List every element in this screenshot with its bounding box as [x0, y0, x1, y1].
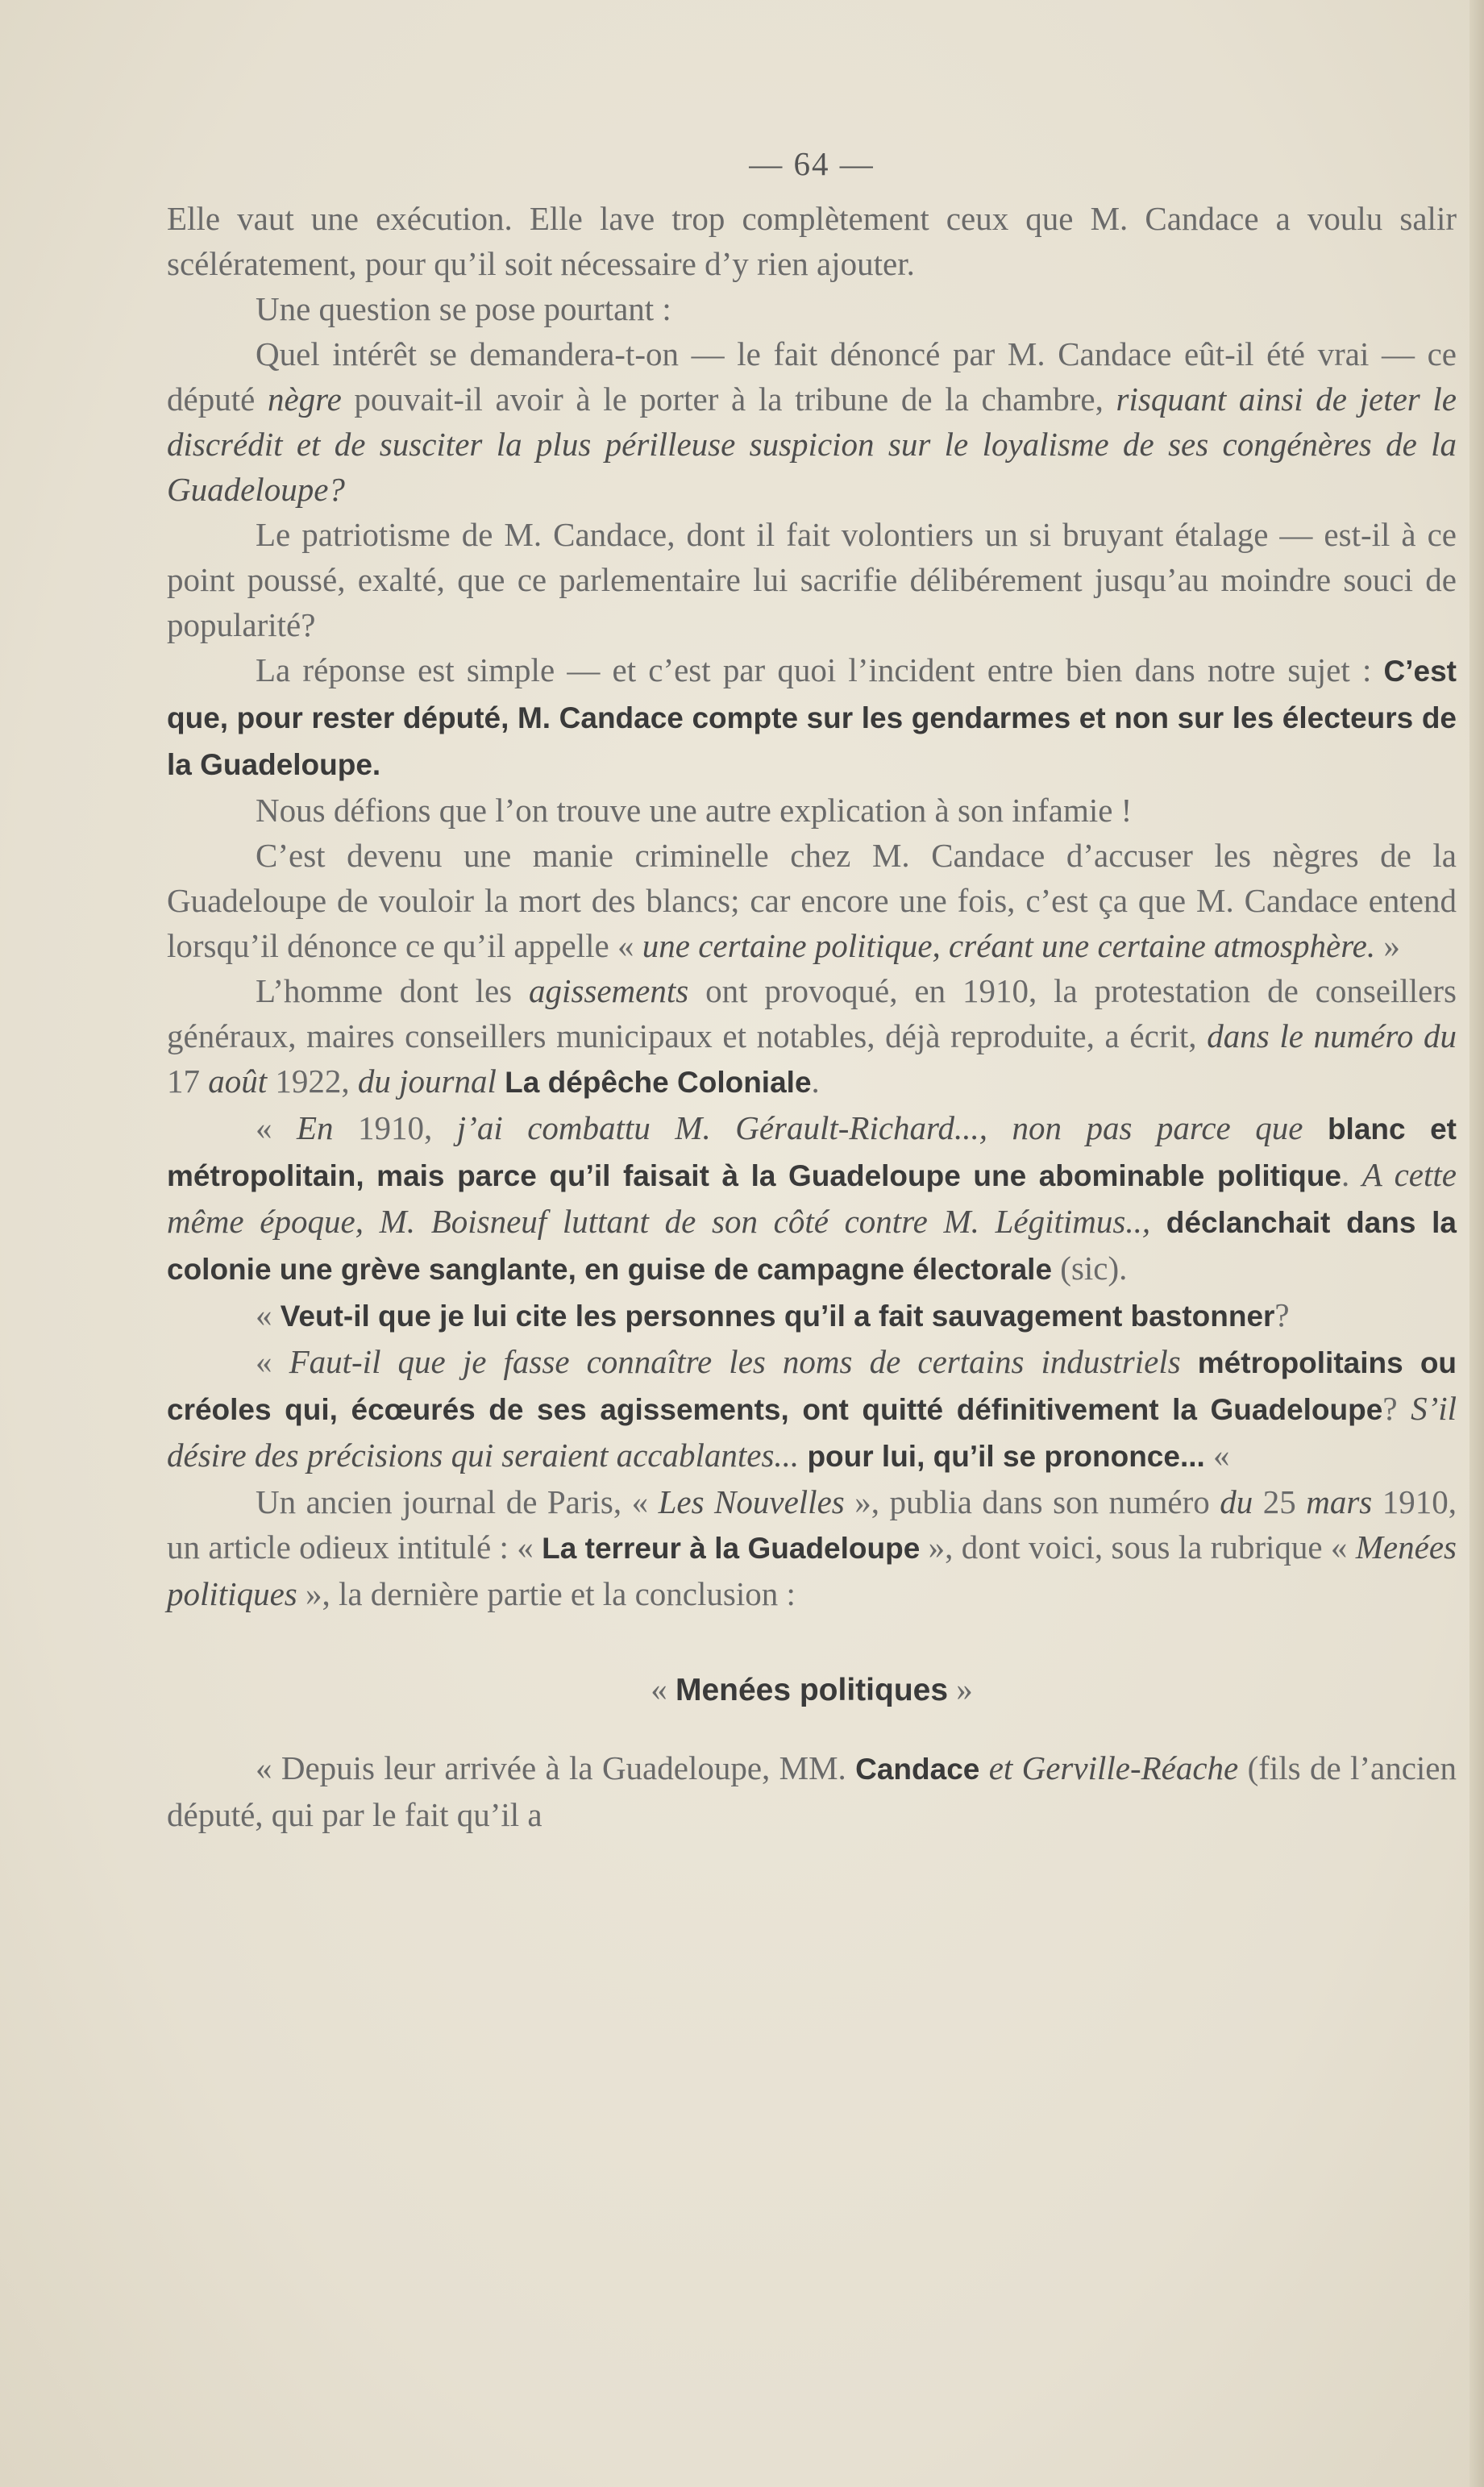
text-run: ?	[1274, 1296, 1290, 1333]
italic-text-run: Menées politiques	[167, 1528, 1457, 1612]
italic-text-run: mars	[1306, 1483, 1373, 1520]
text-run: 25	[1253, 1483, 1307, 1520]
paragraph	[167, 1479, 1457, 1616]
text-run: 1910, un article odieux intitulé : «	[167, 1483, 1457, 1566]
italic-text-run: j’ai combattu M. Gérault-Richard..., non pas parce que	[456, 1109, 1303, 1146]
italic-text-run: du	[1220, 1483, 1253, 1520]
paragraph	[167, 196, 1457, 286]
italic-text-run: Les Nouvelles	[658, 1483, 845, 1520]
bold-text-run: Veut-il que je lui cite les personnes qu’il a fait sauvagement bastonner	[280, 1300, 1275, 1333]
text-run	[979, 1749, 988, 1786]
text-run: », dont voici, sous la rubrique «	[920, 1528, 1356, 1566]
text-block	[167, 141, 1457, 1837]
text-run: .	[811, 1063, 820, 1100]
closing-paragraph-container	[167, 1745, 1457, 1837]
bold-text-run: C’est que, pour rester député, M. Candace compte sur les gendarmes et non sur les électeurs de la Guadeloupe.	[167, 655, 1457, 781]
bold-text-run: déclanchait dans la colonie une grève sanglante, en guise de campagne électorale	[167, 1206, 1457, 1286]
bold-text-run: La terreur à la Guadeloupe	[542, 1532, 921, 1565]
body-paragraphs	[167, 196, 1457, 1616]
text-run: L’homme dont les	[256, 972, 530, 1009]
italic-text-run: nègre	[267, 381, 342, 418]
italic-text-run: et Gerville-Réache	[988, 1749, 1239, 1786]
section-title-text: Menées politiques	[675, 1673, 949, 1707]
text-run: pouvait-il avoir à le porter à la tribune de la chambre,	[341, 381, 1116, 418]
text-run: », la dernière partie et la conclusion :	[297, 1575, 796, 1612]
bold-text-run: La dépêche Coloniale	[505, 1066, 812, 1099]
italic-text-run: S’il désire des précisions qui seraient accablantes...	[167, 1390, 1457, 1474]
italic-text-run: En	[297, 1109, 334, 1146]
text-run: 1910,	[333, 1109, 457, 1146]
text-run: «	[1204, 1437, 1230, 1474]
bold-text-run: pour lui, qu’il se prononce...	[807, 1440, 1205, 1473]
paragraph	[167, 1339, 1457, 1479]
text-run: «	[256, 1343, 289, 1380]
text-run	[1181, 1343, 1198, 1380]
paragraph	[167, 1105, 1457, 1292]
text-run: Une question se pose pourtant :	[256, 290, 671, 327]
text-run	[799, 1437, 807, 1474]
bold-text-run: blanc et métropolitain, mais parce qu’il faisait à la Guadeloupe une abominable politique	[167, 1112, 1457, 1192]
text-run: «	[256, 1109, 297, 1146]
text-run	[1303, 1109, 1328, 1146]
paragraph	[167, 286, 1457, 331]
text-run: (sic).	[1052, 1250, 1128, 1287]
text-run: .	[1341, 1156, 1362, 1193]
italic-text-run: risquant ainsi de jeter le discrédit et de susciter la plus périlleuse suspicion sur le loyalisme de ses congénères de la Guadeloupe?	[167, 381, 1457, 508]
text-run: 1922,	[267, 1063, 358, 1100]
text-run: 17	[167, 1063, 209, 1100]
italic-text-run: Faut-il que je fasse connaître les noms de certains industriels	[289, 1343, 1181, 1380]
closing-paragraph	[167, 1745, 1457, 1837]
text-run: ont provoqué, en 1910, la protestation de conseillers généraux, maires conseillers municipaux et notables, déjà reproduite, a écrit,	[167, 972, 1457, 1054]
italic-text-run: du journal	[357, 1063, 497, 1100]
text-run: La réponse est simple — et c’est par quoi l’incident entre bien dans notre sujet :	[256, 651, 1384, 688]
text-run	[497, 1063, 505, 1100]
text-run: « Depuis leur arrivée à la Guadeloupe, MM.	[256, 1749, 856, 1786]
page-edge	[1469, 0, 1484, 2487]
paragraph	[167, 968, 1457, 1105]
text-run: », publia dans son numéro	[844, 1483, 1220, 1520]
text-run: Un ancien journal de Paris, «	[256, 1483, 659, 1520]
text-run: C’est devenu une manie criminelle chez M. Candace d’accuser les nègres de la Guadeloupe de vouloir la mort des blancs; car encore une fois, c’est ça que M. Candace entend lorsqu’il dénonce ce qu’il appelle «	[167, 837, 1457, 964]
text-run: »	[1375, 927, 1400, 964]
italic-text-run: une certaine politique, créant une certaine atmosphère.	[642, 927, 1376, 964]
bold-text-run: métropolitains ou créoles qui, écœurés de ses agissements, ont quitté définitivement la Guadeloupe	[167, 1346, 1457, 1426]
text-run: (fils de l’ancien député, qui par le fait qu’il a	[167, 1749, 1457, 1833]
paragraph	[167, 647, 1457, 788]
page-number: — 64 —	[749, 145, 875, 182]
text-run: Le patriotisme de M. Candace, dont il fait volontiers un si bruyant étalage — est-il à ce point poussé, exalté, que ce parlementaire lui sacrifie délibérement jusqu’au moindre souci de popularité?	[167, 516, 1457, 643]
paragraph	[167, 788, 1457, 833]
paragraph	[167, 331, 1457, 512]
italic-text-run: agissements	[529, 972, 689, 1009]
bold-text-run: Candace	[855, 1753, 980, 1786]
paragraph	[167, 1292, 1457, 1339]
italic-text-run: dans le numéro du	[1207, 1017, 1457, 1054]
section-title	[167, 1666, 1457, 1713]
text-run: Quel intérêt se demandera-t-on — le fait dénoncé par M. Candace eût-il été vrai — ce député	[167, 335, 1457, 418]
italic-text-run: août	[208, 1063, 268, 1100]
text-run: Nous défions que l’on trouve une autre explication à son infamie !	[256, 792, 1133, 829]
italic-text-run: A cette même époque, M. Boisneuf luttant de son côté contre M. Légitimus..,	[167, 1156, 1457, 1240]
text-run: «	[256, 1296, 281, 1333]
section-title-open-quote: «	[651, 1670, 675, 1707]
section-title-close-quote: »	[948, 1670, 973, 1707]
paragraph	[167, 833, 1457, 968]
text-run	[1150, 1203, 1166, 1240]
text-run: Elle vaut une exécution. Elle lave trop complètement ceux que M. Candace a voulu salir scélératement, pour qu’il soit nécessaire d’y rien ajouter.	[167, 200, 1457, 282]
paragraph	[167, 512, 1457, 647]
text-run: ?	[1382, 1390, 1411, 1427]
